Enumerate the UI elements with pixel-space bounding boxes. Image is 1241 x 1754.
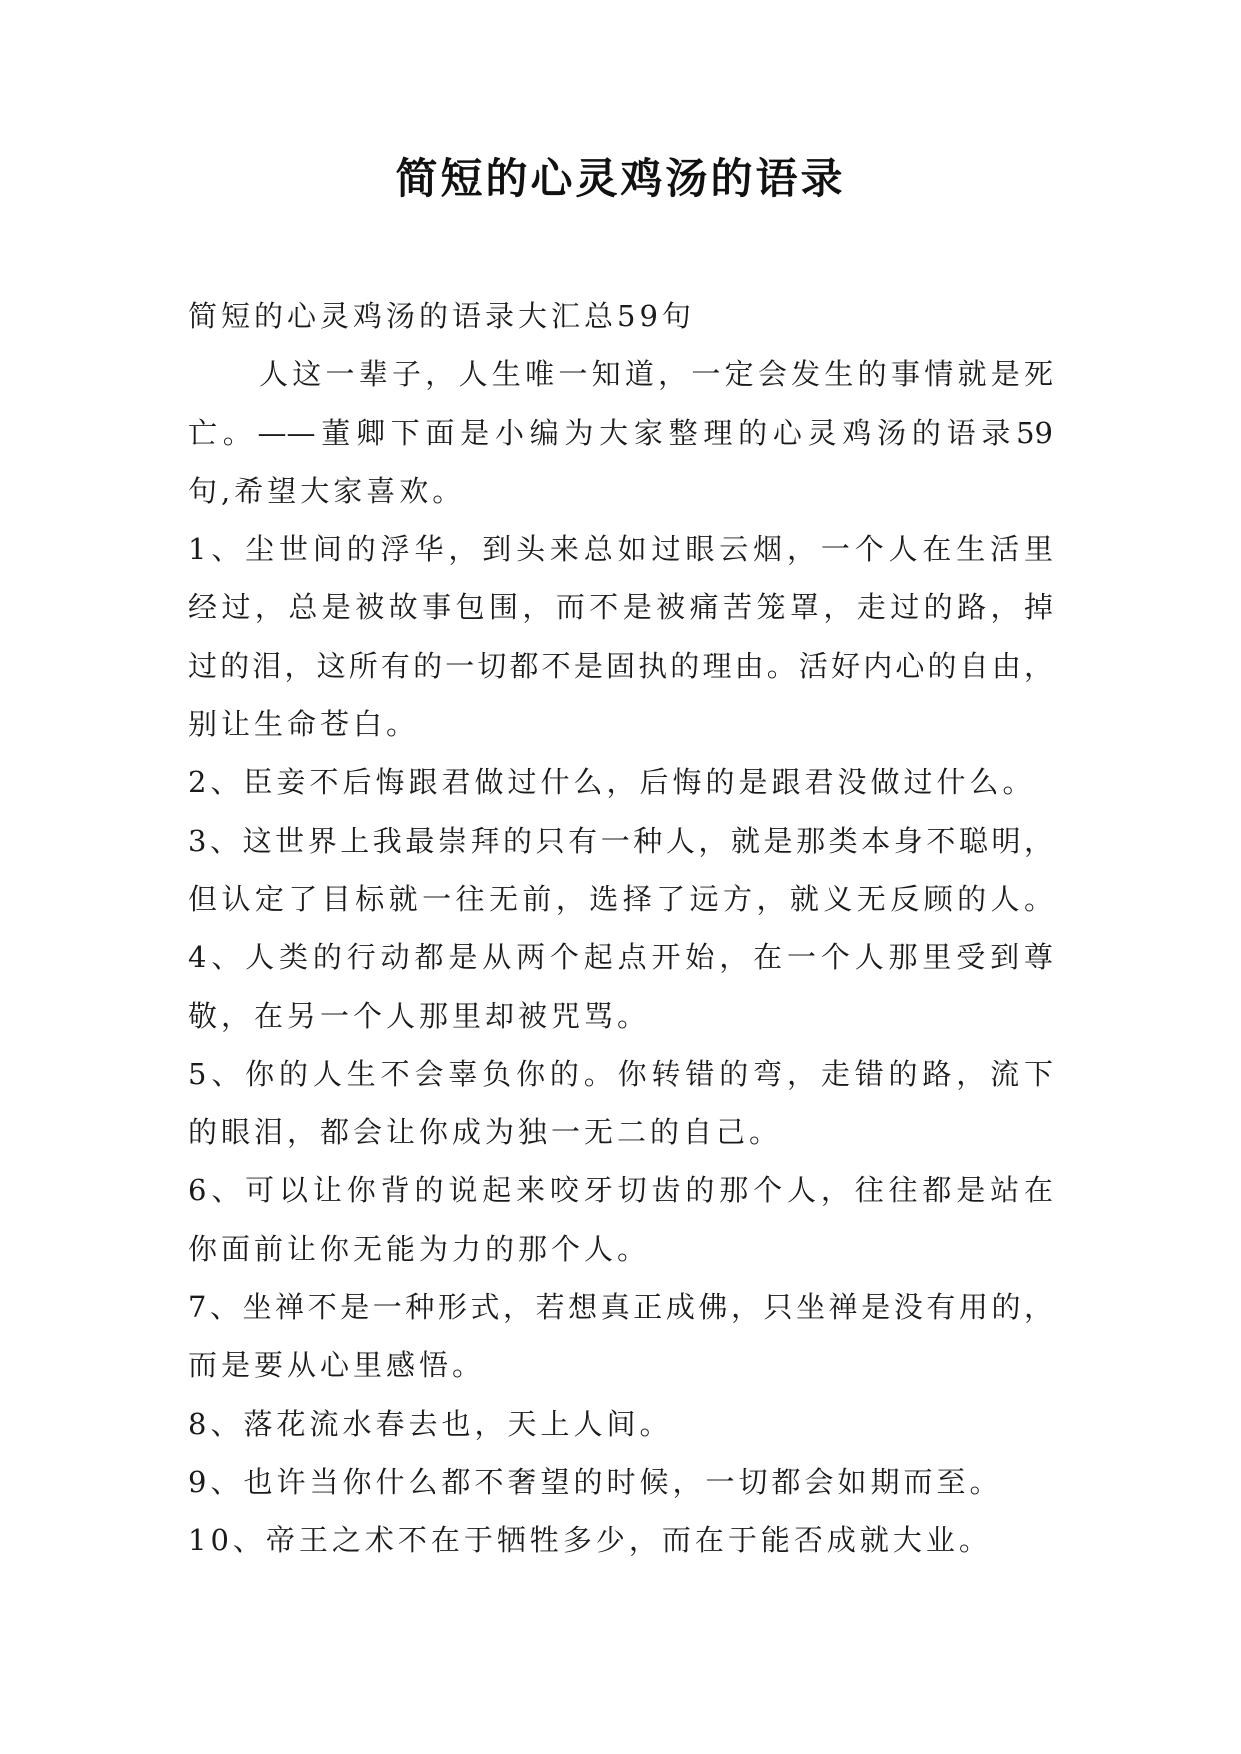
paragraph-line: 6、可以让你背的说起来咬牙切齿的那个人，往往都是站在 [188,1173,1053,1208]
paragraph-line: 的眼泪，都会让你成为独一无二的自己。 [188,1115,783,1150]
paragraph-intro [188,345,1053,520]
quote-item-9 [188,1453,1053,1511]
quote-item-7 [188,1278,1053,1395]
paragraph-line: 5、你的人生不会辜负你的。你转错的弯，走错的路，流下 [188,1056,1053,1091]
paragraph-line: 亡。——董卿下面是小编为大家整理的心灵鸡汤的语录59 [188,415,1053,450]
quote-item-2 [188,753,1053,811]
paragraph-line: 4、人类的行动都是从两个起点开始，在一个人那里受到尊 [188,940,1053,975]
document-body [188,287,1053,1570]
quote-item-5 [188,1045,1053,1162]
paragraph-line: 人这一辈子，人生唯一知道，一定会发生的事情就是死 [259,357,1053,392]
paragraph-line: 2、臣妾不后悔跟君做过什么，后悔的是跟君没做过什么。 [188,765,1036,800]
paragraph-line: 但认定了目标就一往无前，选择了远方，就义无反顾的人。 [188,881,1053,916]
paragraph-line: 9、也许当你什么都不奢望的时候，一切都会如期而至。 [188,1464,1003,1499]
quote-item-8 [188,1395,1053,1453]
paragraph-line: 别让生命苍白。 [188,707,420,742]
quote-item-6 [188,1161,1053,1278]
paragraph-line: 7、坐禅不是一种形式，若想真正成佛，只坐禅是没有用的， [188,1290,1053,1325]
paragraph-line: 而是要从心里感悟。 [188,1348,486,1383]
paragraph-line: 你面前让你无能为力的那个人。 [188,1231,651,1266]
paragraph-line: 1、尘世间的浮华，到头来总如过眼云烟，一个人在生活里 [188,532,1053,567]
paragraph-line: 10、帝王之术不在于牺牲多少，而在于能否成就大业。 [188,1523,992,1558]
paragraph-line: 经过，总是被故事包围，而不是被痛苦笼罩，走过的路，掉 [188,590,1053,625]
quote-item-1 [188,520,1053,753]
quote-item-10 [188,1511,1053,1569]
paragraph-line: 句,希望大家喜欢。 [188,473,466,508]
paragraph-line: 3、这世界上我最崇拜的只有一种人，就是那类本身不聪明， [188,823,1053,858]
quote-item-4 [188,928,1053,1045]
quote-item-3 [188,812,1053,929]
paragraph-line: 过的泪，这所有的一切都不是固执的理由。活好内心的自由， [188,648,1053,683]
document-title: 简短的心灵鸡汤的语录 [395,154,846,203]
document-subtitle: 简短的心灵鸡汤的语录大汇总59句 [188,299,695,333]
paragraph-line: 敬，在另一个人那里却被咒骂。 [188,998,651,1033]
paragraph-line: 8、落花流水春去也，天上人间。 [188,1406,673,1441]
